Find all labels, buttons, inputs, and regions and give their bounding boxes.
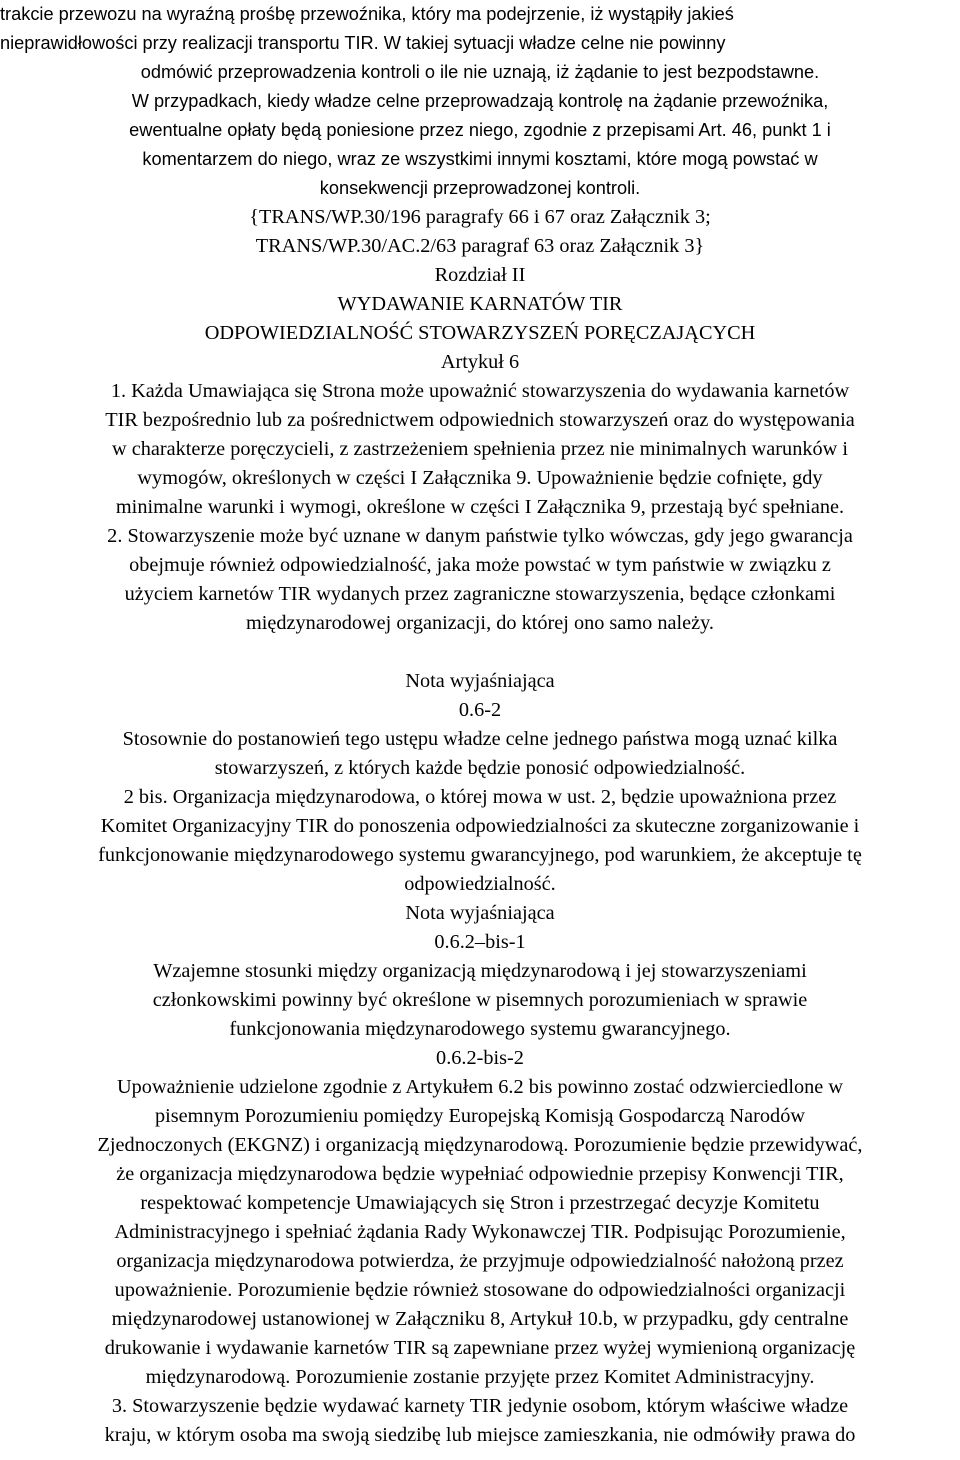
text-line: Komitet Organizacyjny TIR do ponoszenia odpowiedzialności za skuteczne zorganizowanie i: [100, 815, 860, 837]
text-line: komentarzem do niego, wraz ze wszystkimi innymi kosztami, które mogą powstać w: [142, 149, 818, 169]
text-line: stowarzyszeń, z których każde będzie ponosić odpowiedzialność.: [214, 757, 746, 779]
text-line: ewentualne opłaty będą poniesione przez niego, zgodnie z przepisami Art. 46, punkt 1 i: [129, 120, 831, 140]
text-line: odpowiedzialność.: [404, 873, 556, 895]
text-line: obejmuje również odpowiedzialność, jaka może powstać w tym państwie w związku z: [129, 554, 831, 576]
text-line: ODPOWIEDZIALNOŚĆ STOWARZYSZEŃ PORĘCZAJĄCYCH: [204, 322, 756, 344]
text-line: 1. Każda Umawiająca się Strona może upoważnić stowarzyszenia do wydawania karnetów: [110, 380, 850, 402]
text-line: 2 bis. Organizacja międzynarodowa, o której mowa w ust. 2, będzie upoważniona przez: [123, 786, 837, 808]
text-line: Nota wyjaśniająca: [405, 670, 555, 692]
text-line: Upoważnienie udzielone zgodnie z Artykułem 6.2 bis powinno zostać odzwierciedlone w: [117, 1076, 843, 1098]
text-line: Nota wyjaśniająca: [405, 902, 555, 924]
text-line: Administracyjnego i spełniać żądania Rady Wykonawczej TIR. Podpisując Porozumienie,: [114, 1221, 846, 1243]
text-line: członkowskimi powinny być określone w pisemnych porozumieniach w sprawie: [152, 989, 808, 1011]
text-line: Zjednoczonych (EKGNZ) i organizacją międzynarodową. Porozumienie będzie przewidywać,: [97, 1134, 863, 1156]
text-line: drukowanie i wydawanie karnetów TIR są zapewniane przez wyżej wymienioną organizację: [104, 1337, 856, 1359]
text-line: funkcjonowanie międzynarodowego systemu gwarancyjnego, pod warunkiem, że akceptuje tę: [98, 844, 862, 866]
text-line: użyciem karnetów TIR wydanych przez zagraniczne stowarzyszenia, będące członkami: [124, 583, 836, 605]
text-line: międzynarodowej organizacji, do której ono samo należy.: [245, 612, 714, 634]
text-line: 0.6.2–bis-1: [434, 931, 526, 953]
text-line: TRANS/WP.30/AC.2/63 paragraf 63 oraz Załącznik 3}: [255, 235, 705, 257]
text-line: konsekwencji przeprowadzonej kontroli.: [319, 178, 641, 198]
text-line: trakcie przewozu na wyraźną prośbę przewoźnika, który ma podejrzenie, iż wystąpiły jakieś: [0, 4, 734, 24]
text-line: międzynarodowej ustanowionej w Załączniku 8, Artykuł 10.b, w przypadku, gdy centralne: [111, 1308, 849, 1330]
text-line: WYDAWANIE KARNATÓW TIR: [337, 293, 623, 315]
text-line: międzynarodową. Porozumienie zostanie przyjęte przez Komitet Administracyjny.: [145, 1366, 815, 1388]
text-line: {TRANS/WP.30/196 paragrafy 66 i 67 oraz Załącznik 3;: [249, 206, 711, 228]
text-line: TIR bezpośrednio lub za pośrednictwem odpowiednich stowarzyszeń oraz do występowania: [105, 409, 855, 431]
text-line: że organizacja międzynarodowa będzie wypełniać odpowiednie przepisy Konwencji TIR,: [116, 1163, 844, 1185]
text-line: pisemnym Porozumieniu pomiędzy Europejską Komisją Gospodarczą Narodów: [155, 1105, 805, 1127]
text-line: 3. Stowarzyszenie będzie wydawać karnety TIR jedynie osobom, którym właściwe władze: [111, 1395, 849, 1417]
text-line: 2. Stowarzyszenie może być uznane w danym państwie tylko wówczas, gdy jego gwarancja: [107, 525, 853, 547]
text-line: Wzajemne stosunki między organizacją międzynarodową i jej stowarzyszeniami: [153, 960, 807, 982]
text-line: kraju, w którym osoba ma swoją siedzibę lub miejsce zamieszkania, nie odmówiły prawa do: [104, 1424, 856, 1446]
text-line: W przypadkach, kiedy władze celne przeprowadzają kontrolę na żądanie przewoźnika,: [131, 91, 829, 111]
text-line: Artykuł 6: [440, 351, 520, 373]
blank-line: [0, 638, 960, 667]
text-line: nieprawidłowości przy realizacji transportu TIR. W takiej sytuacji władze celne nie powinny: [0, 33, 726, 53]
text-line: organizacja międzynarodowa potwierdza, że przyjmuje odpowiedzialność nałożoną przez: [116, 1250, 844, 1272]
text-line: wymogów, określonych w części I Załącznika 9. Upoważnienie będzie cofnięte, gdy: [137, 467, 823, 489]
text-line: Stosownie do postanowień tego ustępu władze celne jednego państwa mogą uznać kilka: [122, 728, 838, 750]
text-line: w charakterze poręczycieli, z zastrzeżeniem spełnienia przez nie minimalnych warunków i: [112, 438, 848, 460]
text-line: upoważnienie. Porozumienie będzie również stosowane do odpowiedzialności organizacji: [114, 1279, 846, 1301]
text-line: respektować kompetencje Umawiających się Stron i przestrzegać decyzje Komitetu: [140, 1192, 820, 1214]
text-line: minimalne warunki i wymogi, określone w części I Załącznika 9, przestają być spełniane.: [115, 496, 845, 518]
text-line: funkcjonowania międzynarodowego systemu gwarancyjnego.: [229, 1018, 731, 1040]
text-line: Rozdział II: [434, 264, 526, 286]
text-line: 0.6-2: [458, 699, 502, 721]
text-line: odmówić przeprowadzenia kontroli o ile nie uznają, iż żądanie to jest bezpodstawne.: [140, 62, 820, 82]
text-line: 0.6.2-bis-2: [436, 1047, 524, 1069]
